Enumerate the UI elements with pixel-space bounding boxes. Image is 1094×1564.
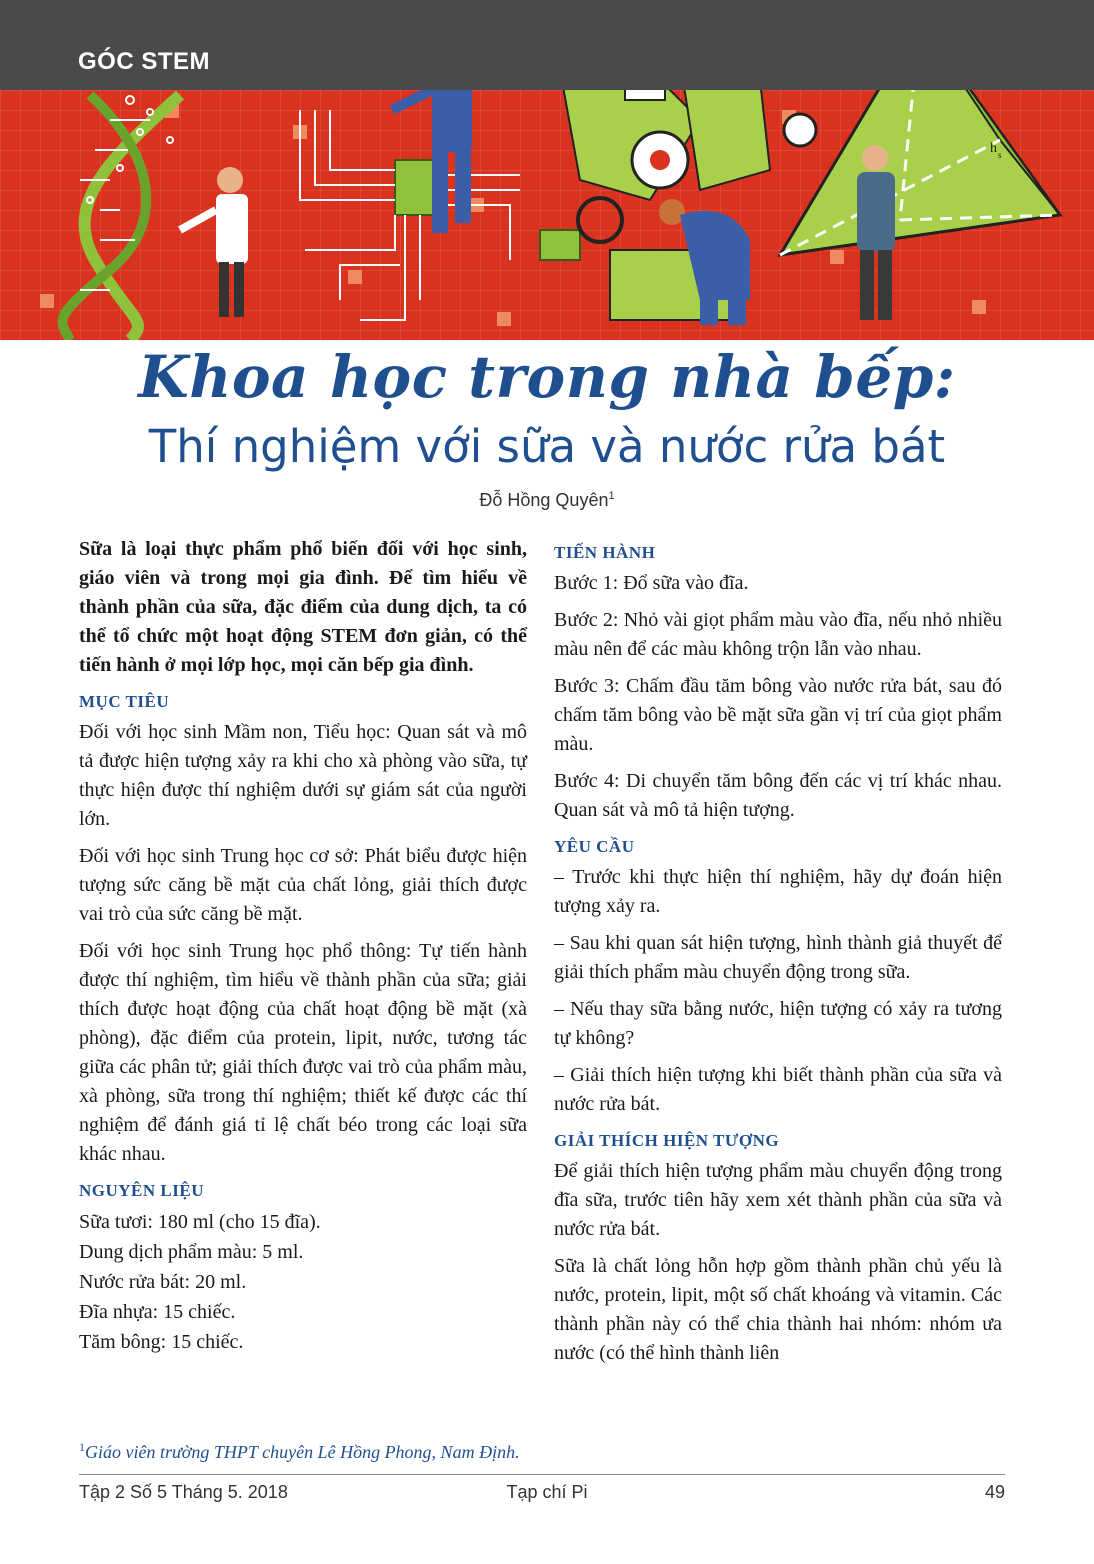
section-label: GÓC STEM <box>78 48 211 75</box>
procedure-step: Bước 4: Di chuyển tăm bông đến các vị trí khác nhau. Quan sát và mô tả hiện tượng. <box>554 770 1002 821</box>
procedure-step: Bước 1: Đổ sữa vào đĩa. <box>554 572 749 594</box>
explanation-paragraph: Để giải thích hiện tượng phẩm màu chuyển động trong đĩa sữa, trước tiên hãy xem xét thành phần của sữa và nước rửa bát. <box>554 1160 1002 1240</box>
article-subtitle: Thí nghiệm với sữa và nước rửa bát <box>148 420 946 473</box>
objective-highschool: Đối với học sinh Trung học phổ thông: Tự tiến hành được thí nghiệm, tìm hiểu về thành phần của sữa; giải thích được hoạt động của chất hoạt động bề mặt (xà phòng), đặc điểm của protein, lipit, nước, tương tác giữa các phân tử; giải thích được vai trò của phẩm màu, xà phòng, sữa trong thí nghiệm; thiết kế được các thí nghiệm để đánh giá tỉ lệ chất béo trong các loại sữa khác nhau. <box>79 940 527 1165</box>
requirement-item: – Nếu thay sữa bằng nước, hiện tượng có xảy ra tương tự không? <box>554 998 1002 1049</box>
requirement-item: – Trước khi thực hiện thí nghiệm, hãy dự đoán hiện tượng xảy ra. <box>554 866 1002 917</box>
objective-secondary: Đối với học sinh Trung học cơ sở: Phát biểu được hiện tượng sức căng bề mặt của chất lỏng, giải thích được vai trò của sức căng bề mặt. <box>79 845 527 925</box>
footer-divider <box>79 1474 1005 1475</box>
materials-heading: NGUYÊN LIỆU <box>79 1181 204 1200</box>
material-item: Nước rửa bát: 20 ml. <box>79 1271 247 1293</box>
explanation-paragraph: Sữa là chất lỏng hỗn hợp gồm thành phần chủ yếu là nước, protein, lipit, một số chất khoáng và vitamin. Các thành phần này có thể chia thành hai nhóm: nhóm ưa nước (có thể hình thành liên <box>554 1255 1002 1364</box>
requirement-item: – Sau khi quan sát hiện tượng, hình thành giả thuyết để giải thích phẩm màu chuyển động trong sữa. <box>554 932 1002 983</box>
objective-primary: Đối với học sinh Mầm non, Tiểu học: Quan sát và mô tả được hiện tượng xảy ra khi cho xà phòng vào sữa, tự thực hiện được thí nghiệm dưới sự giám sát của người lớn. <box>79 721 527 830</box>
material-item: Tăm bông: 15 chiếc. <box>79 1331 244 1353</box>
procedure-step: Bước 2: Nhỏ vài giọt phẩm màu vào đĩa, nếu nhỏ nhiều màu nên để các màu không trộn lẫn vào nhau. <box>554 609 1002 660</box>
material-item: Đĩa nhựa: 15 chiếc. <box>79 1301 236 1323</box>
banner-illustration <box>0 90 1094 340</box>
engine-machine-icon <box>560 90 816 320</box>
objectives-heading: MỤC TIÊU <box>79 692 170 711</box>
footer-magazine: Tạp chí Pi <box>506 1482 588 1502</box>
dna-helix-icon <box>62 95 180 340</box>
article-title: Khoa học trong nhà bếp: <box>138 343 956 411</box>
procedure-step: Bước 3: Chấm đầu tăm bông vào nước rửa bát, sau đó chấm tăm bông vào bề mặt sữa gần vị trí của giọt phẩm màu. <box>554 675 1002 755</box>
page-number: 49 <box>984 1482 1005 1502</box>
requirements-heading: YÊU CẦU <box>554 837 635 856</box>
stem-illustration-banner <box>0 90 1094 340</box>
footnote-text: Giáo viên trường THPT chuyên Lê Hồng Phong, Nam Định. <box>85 1442 520 1462</box>
footer-issue: Tập 2 Số 5 Tháng 5. 2018 <box>79 1482 288 1502</box>
pyramid-label-subscript: s <box>998 150 1002 160</box>
scientist-figure-icon <box>180 167 248 317</box>
requirement-item: – Giải thích hiện tượng khi biết thành phần của sữa và nước rửa bát. <box>554 1064 1002 1115</box>
footnote <box>79 1440 520 1463</box>
article-author <box>0 490 1094 511</box>
procedure-heading: TIẾN HÀNH <box>554 543 656 562</box>
right-column <box>554 535 1002 1376</box>
header-bar <box>0 0 1094 90</box>
author-note-mark: 1 <box>608 490 615 502</box>
material-item: Dung dịch phẩm màu: 5 ml. <box>79 1241 304 1263</box>
explanation-heading: GIẢI THÍCH HIỆN TƯỢNG <box>554 1131 780 1150</box>
footnote-mark: 1 <box>79 1440 85 1454</box>
pyramid-label: h <box>990 141 997 156</box>
lead-paragraph: Sữa là loại thực phẩm phổ biến đối với học sinh, giáo viên và trong mọi gia đình. Để tìm hiểu về thành phần của sữa, đặc điểm của dung dịch, ta có thể tổ chức một hoạt động STEM đơn giản, có thể tiến hành ở mọi lớp học, mọi căn bếp gia đình. <box>79 538 527 676</box>
author-name: Đỗ Hồng Quyên <box>479 490 609 510</box>
pyramid-diagram-icon <box>780 90 1060 255</box>
left-column <box>79 535 527 1357</box>
material-item: Sữa tươi: 180 ml (cho 15 đĩa). <box>79 1211 321 1233</box>
